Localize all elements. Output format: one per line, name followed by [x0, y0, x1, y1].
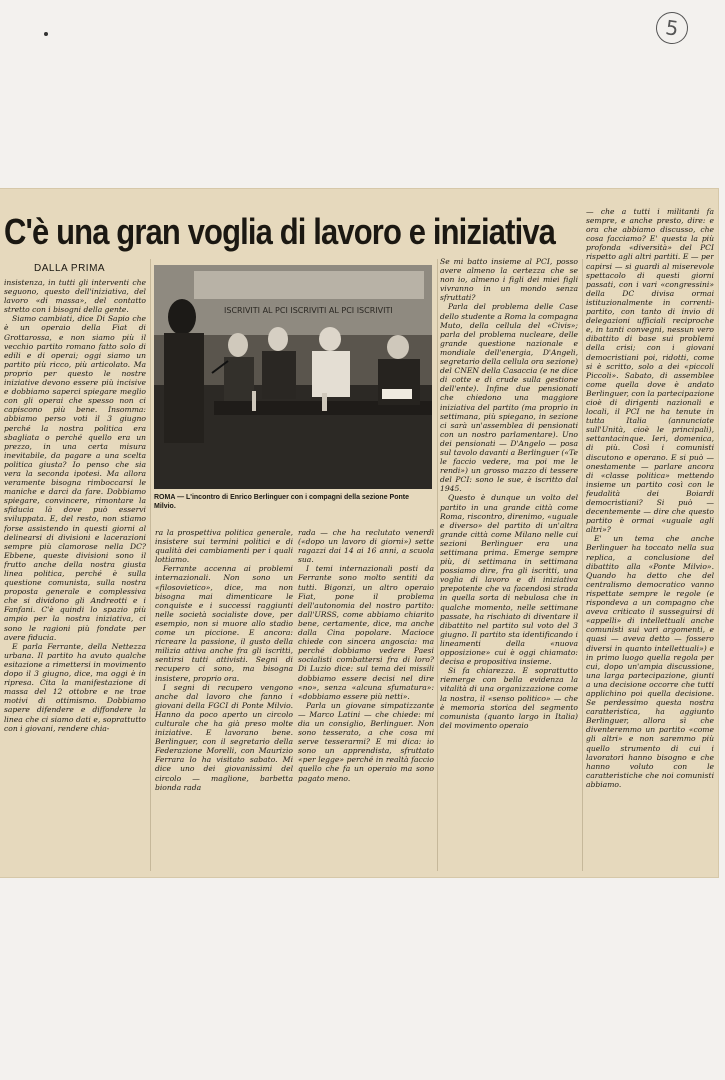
article-column-1 [4, 278, 146, 874]
paragraph: Se mi batto insieme al PCI, posso avere almeno la certezza che se non io, almeno i figli dei miei figli vivranno in un mondo senza sfruttati? [440, 257, 578, 303]
paragraph: — che a tutti i militanti fa sempre, e anche presto, dire: e ora che abbiamo discusso, che cosa facciamo? E' questa la più profonda «diversità» del PCI rispetto agli altri partiti. E — per capirsi — si guardi al miserevole spettacolo di questi giorni passati, con i vari «congressini» della DC divisa ormai istituzionalmente in correnti-partito, con tanto di invio di delegazioni ufficiali reciproche e, in tanti convegni, nessun vero dibattito di base sui problemi della crisi; con i giovani democristiani poi, ridotti, come si è scritto, solo a dei «piccoli Piccoli». Sabato, di assemblee come quella dove è andato Berlinguer, con la partecipazione cioè di dirigenti nazionali e locali, il PCI ne ha tenute in tutta Italia (annunciate sull'Unità, cioè le principali), settantacinque. Ieri, domenica, di più. Così i comunisti discutono e operano. E si può — onestamente — parlare ancora di «classe politica» mettendo insieme un partito così con le feudalità dei Boiardi democristiani? Si può — decentemente — dire che questo partito è ormai «uguale agli altri»? [586, 207, 714, 535]
photo-illustration [154, 265, 432, 489]
article-column-3 [298, 528, 434, 874]
article-column-5 [586, 207, 714, 874]
article-column-4 [440, 257, 578, 874]
paragraph: Siamo cambiati, dice Di Sapio che è un operaio della Fiat di Grottarossa, e non siamo più il vecchio partito romano fatto solo di edili e di operai; oggi siamo un partito più ricco, più articolato. Ma proprio per questo le nostre iniziative devono essere più incisive e dobbiamo saperci spiegare meglio con gli operai che spesso non ci capiscono più bene. Insomma: abbiamo perso voti il 3 giugno perché la nostra politica era sbagliata o perché quello era un prezzo, in una certa misura inevitabile, da pagare a una scelta politica giusta? Io penso che sia vera la seconda ipotesi. Ma allora veramente bisogna rimboccarsi le maniche e darci da fare. Dobbiamo spiegare, convincere, rimontare la sfiducia là dove può esservi sviluppata. E, del resto, non stiamo forse assistendo in questi giorni al delinearsi di divisioni e lacerazioni sempre più clamorose nella DC? Ebbene, queste divisioni sono il frutto anche della nostra giusta linea politica, perché è sulla questione comunista, sulla nostra proposta generale e complessiva che si dividono gli Andreotti e i Fanfani. C'è quindi lo spazio più ampio per la nostra iniziativa, ci sono le ragioni più fondate per avere fiducia. [4, 314, 146, 642]
paragraph: Questo è dunque un volto del partito in una grande città come Roma, riscontro, direnimo, «uguale e diverso» del partito di un'altra grande città come Milano nelle cui sezioni Berlinguer era una settimana prima. Emerge sempre più, di settimana in settimana possiamo dire, fra gli iscritti, una voglia di lavoro e di iniziativa prepotente che va facendosi strada in quella sorta di nebulosa che in qualche momento, nelle settimane passate, ha rischiato di diventare il dibattito nel partito sul voto del 3 giugno. Il partito sta identificando i lineamenti della «nuova opposizione» cui è oggi chiamato: decisa e propositiva insieme. [440, 493, 578, 667]
paragraph: I segni di recupero vengono anche dal lavoro che fanno i giovani della FGCI di Ponte Milvio. Hanno da poco aperto un circolo culturale che ha già preso molte iniziative. E lavorano bene. Berlinguer, con il segretario della Federazione Morelli, con Maurizio Ferrara lo ha visitato sabato. Mi dice uno dei giovanissimi del circolo — maglione, barbetta bionda rada [155, 682, 293, 792]
column-rule [437, 259, 438, 871]
paragraph: Parla un giovane simpatizzante — Marco Latini — che chiede: mi dia un consiglio, Berlinguer. Non sono tesserato, a che cosa mi serve tesserarmi? E mi dica: io sono un apprendista, sfruttato «per legge» perché in realtà faccio quello che fa un operaio ma sono pagato meno. [298, 700, 434, 783]
column-rule [150, 259, 151, 871]
clipping-top-strip [580, 189, 718, 205]
paragraph: E parla Ferrante, della Nettezza urbana. Il partito ha avuto qualche esitazione a rimettersi in movimento dopo il 3 giugno, dice, ma oggi è in ripresa. Cita la manifestazione di massa del 12 ottobre e ne trae motivi di ottimismo. Dobbiamo sapere difendere e diffondere la linea che ci siamo dati e, soprattutto con i giovani, rendere chia- [4, 641, 146, 733]
paragraph: E' un tema che anche Berlinguer ha toccato nella sua replica, a conclusione del dibattito alla «Ponte Milvio». Quando ha detto che del centralismo democratico vanno rispettate sempre le regole (e rispondeva a un compagno che aveva criticato il susseguirsi di «appelli» di intellettuali anche comunisti sui vari argomenti, e quasi — aveva detto — fossero diversi in quanto intellettuali») e in primo luogo quella regola per cui, dopo un'ampia discussione, una larga partecipazione, giunti a una decisione occorre che tutti applichino poi quella decisione. Se perdessimo questa nostra caratteristica, ha aggiunto Berlinguer, allora sì che diventeremmo un partito «come gli altri» e non saremmo più quello strumento di cui i lavoratori hanno bisogno e che hanno voluto con le caratteristiche che noi comunisti abbiamo. [586, 534, 714, 789]
newspaper-clipping [0, 189, 718, 877]
handwritten-page-number: 5 [654, 10, 690, 46]
photo-banner: ISCRIVITI AL PCI ISCRIVITI AL PCI ISCRIVITI [224, 306, 393, 315]
meeting-photo [154, 265, 432, 489]
photo-caption: ROMA — L'incontro di Enrico Berlinguer con i compagni della sezione Ponte Milvio. [154, 494, 409, 510]
paragraph: Ferrante accenna ai problemi internazionali. Non sono un «filosovietico», dice, ma non bisogna mai dimenticare le conquiste e i successi raggiunti nelle società socialiste dove, per esempio, non si muore allo stadio come un piccione. E ancora: ricreare la passione, il gusto della milizia attiva anche fra gli iscritti, sentirsi tutti attivisti. Segni di recupero ci sono, ma bisogna insistere, proprio ora. [155, 564, 293, 683]
headline: C'è una gran voglia di lavoro e iniziativa [4, 211, 556, 252]
column-rule [582, 259, 583, 871]
kicker-dalla-prima: DALLA PRIMA [34, 263, 106, 274]
scan-mark [44, 32, 48, 36]
paragraph: insistenza, in tutti gli interventi che seguono, questo dell'iniziativa, del lavoro «di massa», del contatto stretto con i bisogni della gente. [4, 278, 146, 315]
article-column-2 [155, 528, 293, 874]
paragraph: ra la prospettiva politica generale, insistere sui termini politici e di qualità dei cambiamenti per i quali lottiamo. [155, 528, 293, 565]
paragraph: rada — che ha reclutato venerdì («dopo un lavoro di giorni») sette ragazzi dai 14 ai 16 anni, a scuola sua. [298, 528, 434, 565]
paragraph: Si fa chiarezza. E soprattutto riemerge con bella evidenza la vitalità di una organizzazione come la nostra, il «senso politico» — che è memoria storica del segmento comunista (quanto largo in Italia) del movimento operaio [440, 666, 578, 730]
paragraph: I temi internazionali posti da Ferrante sono molto sentiti da tutti. Bigonzi, un altro operaio Fiat, pone il problema dell'autonomia del nostro partito: dall'URSS, come abbiamo chiarito bene, certamente, dice, ma anche dalla Cina popolare. Macioce chiede con sincera angoscia: ma perché dobbiamo vedere Paesi socialisti combattersi fra di loro? Di Luzio dice: sul tema dei missili dobbiamo essere decisi nel dire «no», senza «alcuna sfumatura»: «dobbiamo essere più netti». [298, 564, 434, 701]
paragraph: Parla del problema delle Case dello studente a Roma la compagna Muto, della cellula del «Civis»; parla del problema nucleare, delle grande questione nazionale e mondiale dell'energia, D'Angeli, segretario della cellula ora sezione) del CNEN della Casaccia (e ne dice di cotte e di crude sulla gestione dell'ente). Infine due pensionati che chiedono una maggiore iniziativa del partito (ma proprio in settimana, più spiegano, in sezione ci sarà un'assemblea di pensionati con un nostro parlamentare). Uno dei pensionati — D'Angelo — posa sul tavolo davanti a Berlinguer («Te le faccio vedere, ma poi me le rendi») un grosso mazzo di tessere del PCI: sono le sue, è iscritto dal 1945. [440, 302, 578, 494]
